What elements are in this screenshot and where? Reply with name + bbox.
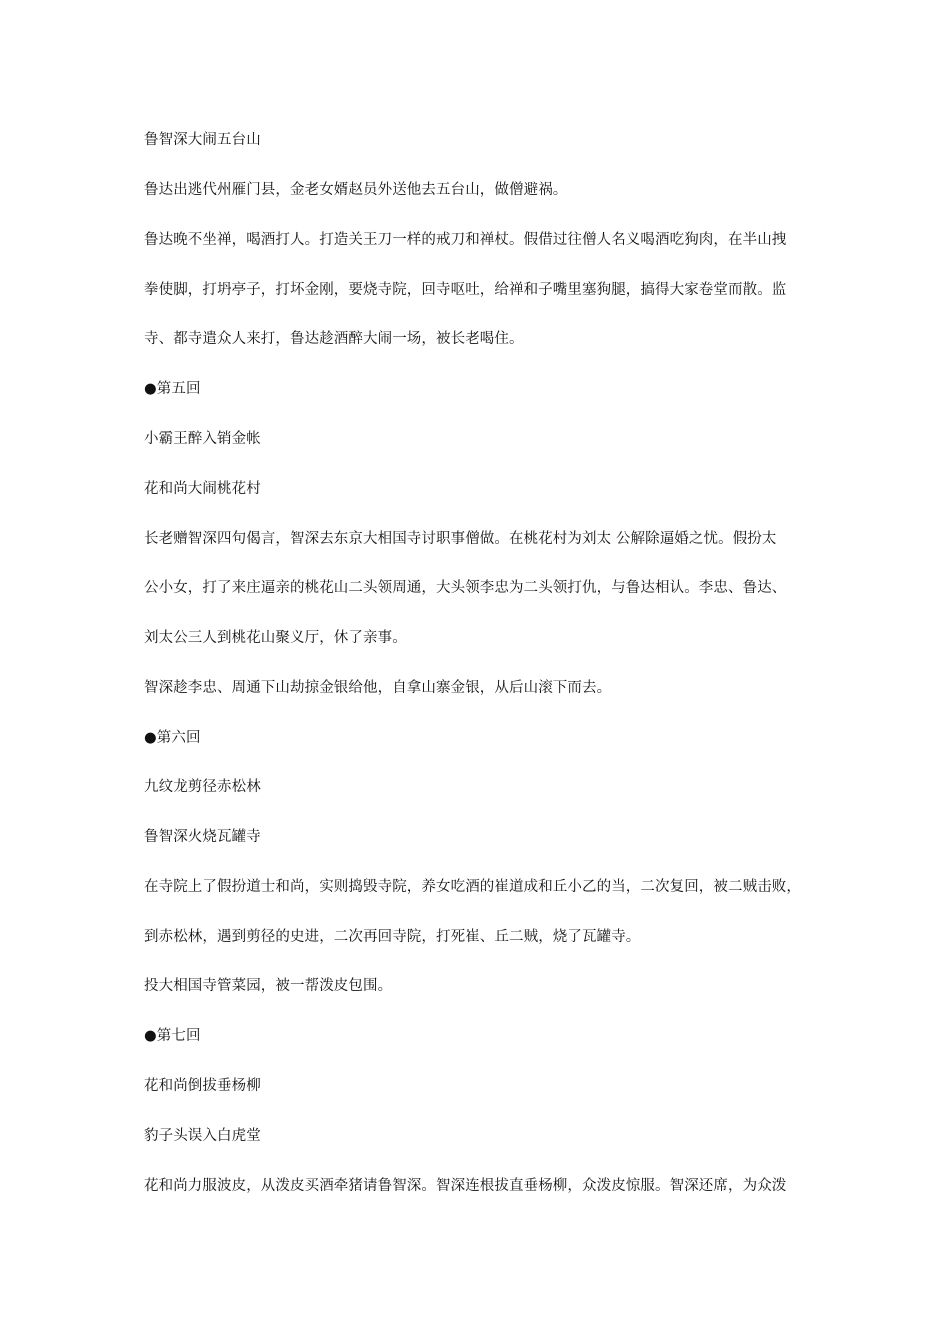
paragraph-line: 长老赠智深四句偈言，智深去东京大相国寺讨职事僧做。在桃花村为刘太 公解除逼婚之忧。假扮太 <box>144 531 777 547</box>
section-title: 鲁智深大闹五台山 <box>144 132 261 148</box>
chapter-subtitle: 九纹龙剪径赤松林 <box>144 779 261 795</box>
paragraph-line: 投大相国寺管菜园，被一帮泼皮包围。 <box>144 978 393 994</box>
chapter-subtitle: 鲁智深火烧瓦罐寺 <box>144 829 261 845</box>
chapter-subtitle: 花和尚倒拔垂杨柳 <box>144 1078 261 1094</box>
paragraph-line: 花和尚力服波皮，从泼皮买酒牵猪请鲁智深。智深连根拔直垂杨柳，众泼皮惊服。智深还席，为众泼 <box>144 1178 787 1194</box>
paragraph-line: 在寺院上了假扮道士和尚，实则捣毁寺院，养女吃酒的崔道成和丘小乙的当，二次复回，被二贼击败， <box>144 879 801 895</box>
paragraph-line: 拳使脚，打坍亭子，打坏金刚，要烧寺院，回寺呕吐，给禅和子嘴里塞狗腿，搞得大家卷堂而散。监 <box>144 282 787 298</box>
chapter-heading: ●第六回 <box>144 730 201 746</box>
chapter-subtitle: 豹子头误入白虎堂 <box>144 1128 261 1144</box>
chapter-heading: ●第五回 <box>144 381 201 397</box>
paragraph-line: 到赤松林，遇到剪径的史进，二次再回寺院，打死崔、丘二贼，烧了瓦罐寺。 <box>144 929 641 945</box>
paragraph-line: 鲁达出逃代州雁门县，金老女婿赵员外送他去五台山，做僧避祸。 <box>144 182 568 198</box>
chapter-subtitle: 花和尚大闹桃花村 <box>144 481 261 497</box>
paragraph-line: 刘太公三人到桃花山聚义厅，休了亲事。 <box>144 630 407 646</box>
paragraph-line: 寺、都寺遣众人来打，鲁达趁酒醉大闹一场，被长老喝住。 <box>144 331 524 347</box>
paragraph-line: 公小女，打了来庄逼亲的桃花山二头领周通，大头领李忠为二头领打仇，与鲁达相认。李忠、鲁达、 <box>144 580 787 596</box>
chapter-subtitle: 小霸王醉入销金帐 <box>144 431 261 447</box>
chapter-heading: ●第七回 <box>144 1028 201 1044</box>
paragraph-line: 智深趁李忠、周通下山劫掠金银给他，自拿山寨金银，从后山滚下而去。 <box>144 680 612 696</box>
paragraph-line: 鲁达晚不坐禅，喝酒打人。打造关王刀一样的戒刀和禅杖。假借过往僧人名义喝酒吃狗肉，在半山拽 <box>144 232 787 248</box>
